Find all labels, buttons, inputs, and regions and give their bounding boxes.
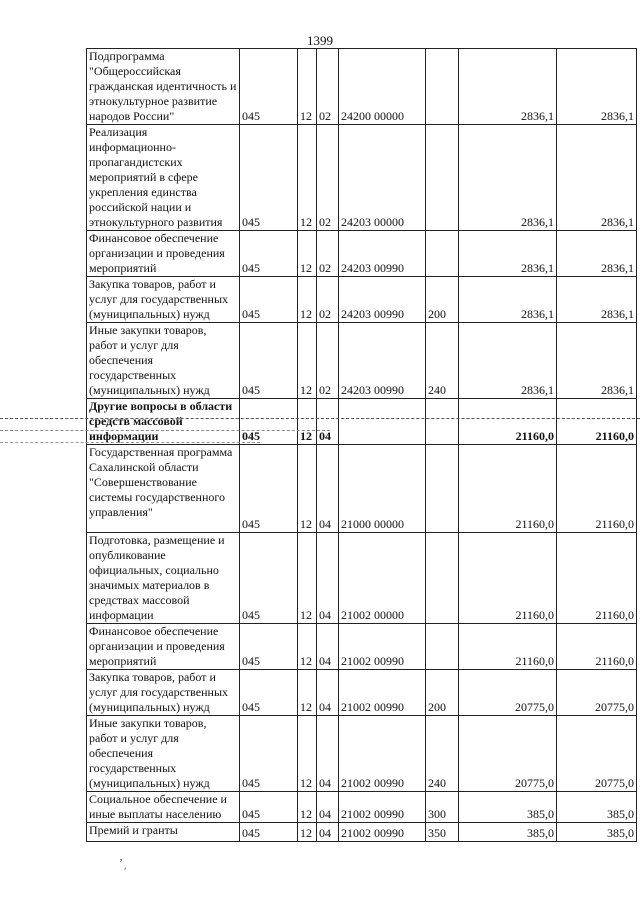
cell-csr [339,399,426,445]
cell-rz: 12 [298,231,317,277]
cell-rz: 12 [298,792,317,823]
cell-sum1: 2836,1 [459,277,557,323]
cell-sum2: 21160,0 [557,533,637,624]
cell-sum1: 2836,1 [459,49,557,125]
cell-vr: 240 [426,323,459,399]
cell-ved: 045 [240,445,298,533]
cell-ved: 045 [240,399,298,445]
cell-sum2: 21160,0 [557,399,637,445]
table-row [87,125,637,231]
cell-sum1: 2836,1 [459,125,557,231]
cell-sum1: 385,0 [459,792,557,823]
cell-vr [426,624,459,670]
cell-pr: 04 [317,792,339,823]
table-row [87,323,637,399]
cell-csr: 21002 00000 [339,533,426,624]
cell-name: Подготовка, размещение и опубликование официальных, социально значимых материалов в средствах массовой информации [87,533,240,624]
cell-pr: 04 [317,399,339,445]
cell-rz: 12 [298,399,317,445]
cell-sum2: 20775,0 [557,716,637,792]
cell-ved: 045 [240,823,298,842]
cell-csr: 24203 00000 [339,125,426,231]
cell-csr: 24203 00990 [339,231,426,277]
cell-vr: 300 [426,792,459,823]
cell-sum2: 20775,0 [557,670,637,716]
cell-ved: 045 [240,792,298,823]
cell-ved: 045 [240,323,298,399]
cell-name: Премий и гранты [87,823,240,842]
cell-ved: 045 [240,231,298,277]
cell-pr: 04 [317,624,339,670]
cell-ved: 045 [240,716,298,792]
table-row [87,792,637,823]
cell-ved: 045 [240,49,298,125]
cell-sum1: 20775,0 [459,716,557,792]
cell-sum2: 2836,1 [557,323,637,399]
cell-pr: 02 [317,49,339,125]
cell-vr: 200 [426,277,459,323]
cell-csr: 21002 00990 [339,670,426,716]
cell-name: Финансовое обеспечение организации и проведения мероприятий [87,231,240,277]
cell-sum2: 2836,1 [557,277,637,323]
cell-name: Финансовое обеспечение организации и проведения мероприятий [87,624,240,670]
cell-ved: 045 [240,670,298,716]
cell-pr: 04 [317,445,339,533]
cell-sum1: 385,0 [459,823,557,842]
cell-pr: 02 [317,125,339,231]
cell-rz: 12 [298,624,317,670]
cell-ved: 045 [240,125,298,231]
cell-sum1: 20775,0 [459,670,557,716]
cell-name: Иные закупки товаров, работ и услуг для обеспечения государственных (муниципальных) нужд [87,716,240,792]
table-row [87,716,637,792]
cell-csr: 21002 00990 [339,792,426,823]
cell-rz: 12 [298,823,317,842]
cell-rz: 12 [298,323,317,399]
cell-name: Закупка товаров, работ и услуг для государственных (муниципальных) нужд [87,277,240,323]
cell-csr: 24200 00000 [339,49,426,125]
cell-vr [426,533,459,624]
cell-sum1: 2836,1 [459,323,557,399]
cell-ved: 045 [240,624,298,670]
cell-csr: 24203 00990 [339,323,426,399]
cell-pr: 04 [317,533,339,624]
budget-table-body [87,49,637,842]
cell-sum2: 2836,1 [557,49,637,125]
cell-name: Государственная программа Сахалинской области "Совершенствование системы государственного управления" [87,445,240,533]
table-row [87,670,637,716]
cell-name: Иные закупки товаров, работ и услуг для обеспечения государственных (муниципальных) нужд [87,323,240,399]
cell-vr: 350 [426,823,459,842]
cell-pr: 02 [317,323,339,399]
cell-pr: 04 [317,716,339,792]
cell-sum1: 21160,0 [459,533,557,624]
cell-rz: 12 [298,670,317,716]
cell-pr: 02 [317,231,339,277]
table-row [87,49,637,125]
cell-sum2: 21160,0 [557,445,637,533]
table-row [87,624,637,670]
cell-sum2: 2836,1 [557,125,637,231]
cell-sum2: 385,0 [557,792,637,823]
stray-mark: ʼ͵ [119,856,127,870]
cell-rz: 12 [298,445,317,533]
cell-sum1: 21160,0 [459,445,557,533]
cell-csr: 21002 00990 [339,624,426,670]
cell-name: Реализация информационно-пропагандистских мероприятий в сфере укрепления единства российской нации и этнокультурного развития [87,125,240,231]
cell-sum1: 2836,1 [459,231,557,277]
cell-vr [426,125,459,231]
table-row [87,823,637,842]
cell-csr: 24203 00990 [339,277,426,323]
table-row [87,277,637,323]
cell-vr [426,399,459,445]
cell-rz: 12 [298,716,317,792]
cell-csr: 21002 00990 [339,716,426,792]
cell-name: Другие вопросы в области средств массовой информации [87,399,240,445]
cell-vr [426,49,459,125]
page-number: 1399 [307,33,333,48]
cell-pr: 04 [317,670,339,716]
cell-pr: 02 [317,277,339,323]
cell-sum2: 2836,1 [557,231,637,277]
cell-name: Социальное обеспечение и иные выплаты населению [87,792,240,823]
cell-rz: 12 [298,49,317,125]
cell-vr: 240 [426,716,459,792]
cell-vr: 200 [426,670,459,716]
cell-csr: 21000 00000 [339,445,426,533]
cell-vr [426,231,459,277]
cell-rz: 12 [298,533,317,624]
cell-ved: 045 [240,277,298,323]
cell-rz: 12 [298,277,317,323]
cell-vr [426,445,459,533]
table-row [87,399,637,445]
cell-sum2: 21160,0 [557,624,637,670]
cell-pr: 04 [317,823,339,842]
cell-sum1: 21160,0 [459,399,557,445]
table-row [87,445,637,533]
cell-ved: 045 [240,533,298,624]
cell-sum1: 21160,0 [459,624,557,670]
budget-table [86,48,637,842]
cell-name: Подпрограмма "Общероссийская гражданская идентичность и этнокультурное развитие народов России" [87,49,240,125]
cell-name: Закупка товаров, работ и услуг для государственных (муниципальных) нужд [87,670,240,716]
cell-rz: 12 [298,125,317,231]
table-row [87,231,637,277]
table-row [87,533,637,624]
cell-sum2: 385,0 [557,823,637,842]
cell-csr: 21002 00990 [339,823,426,842]
